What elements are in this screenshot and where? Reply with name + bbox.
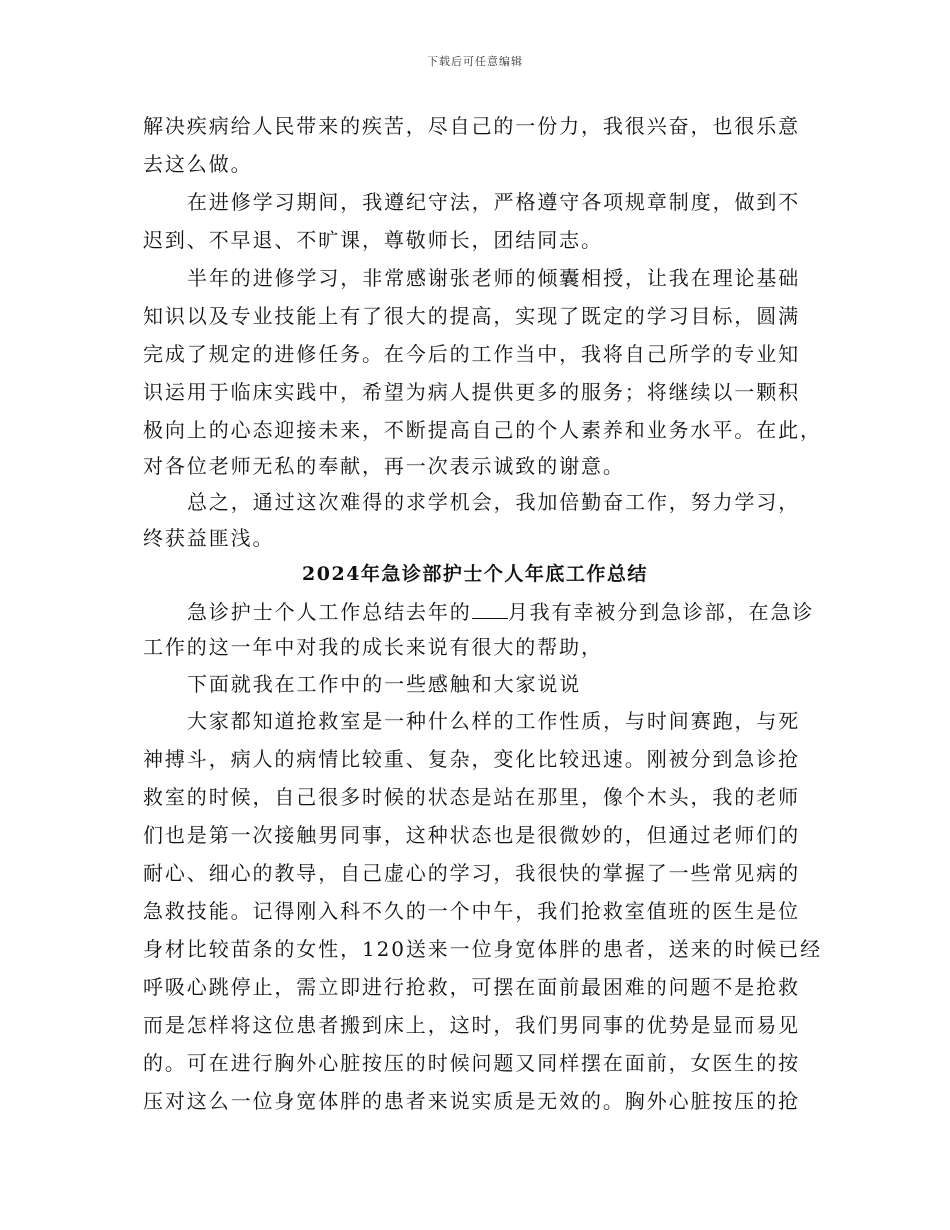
- paragraph-line: 知识以及专业技能上有了很大的提高，实现了既定的学习目标，圆满: [143, 304, 800, 328]
- body-line: 大家都知道抢救室是一种什么样的工作性质，与时间赛跑，与死: [187, 709, 801, 733]
- body-line: 而是怎样将这位患者搬到床上，这时，我们男同事的优势是显而易见: [143, 1013, 800, 1037]
- paragraph-line: 半年的进修学习，非常感谢张老师的倾囊相授，让我在理论基础: [187, 266, 801, 290]
- paragraph-line: 极向上的心态迎接未来，不断提高自己的个人素养和业务水平。在此，: [143, 418, 822, 442]
- page-header: 下载后可任意编辑: [427, 55, 523, 68]
- paragraph-line: 在进修学习期间，我遵纪守法，严格遵守各项规章制度，做到不: [187, 190, 801, 214]
- body-line: 压对这么一位身宽体胖的患者来说实质是无效的。胸外心脏按压的抢: [143, 1089, 800, 1113]
- paragraph-line: 对各位老师无私的奉献，再一次表示诚致的谢意。: [143, 454, 625, 478]
- paragraph-line: 去这么做。: [143, 152, 253, 176]
- paragraph-line: 解决疾病给人民带来的疾苦，尽自己的一份力，我很兴奋，也很乐意: [143, 114, 800, 138]
- paragraph-line: 总之，通过这次难得的求学机会，我加倍勤奋工作，努力学习，: [187, 490, 801, 514]
- body-line: 身材比较苗条的女性，120送来一位身宽体胖的患者，送来的时候已经: [143, 937, 822, 961]
- body-line: 呼吸心跳停止，需立即进行抢救，可摆在面前最困难的问题不是抢救: [143, 975, 800, 999]
- intro-text-part2: 月我有幸被分到急诊部，在急诊: [507, 600, 815, 624]
- section-intro-line: 工作的这一年中对我的成长来说有很大的帮助，: [143, 635, 603, 659]
- section-intro-line: [187, 598, 814, 626]
- section-title: 2024年急诊部护士个人年底工作总结: [302, 563, 648, 585]
- paragraph-line: 识运用于临床实践中，希望为病人提供更多的服务；将继续以一颗积: [143, 380, 800, 404]
- body-line: 们也是第一次接触男同事，这种状态也是很微妙的，但通过老师们的: [143, 823, 800, 847]
- fill-in-blank: [472, 600, 508, 619]
- body-line: 耐心、细心的教导，自己虚心的学习，我很快的掌握了一些常见病的: [143, 861, 800, 885]
- intro-text-part1: 急诊护士个人工作总结去年的: [187, 600, 472, 624]
- body-line: 神搏斗，病人的病情比较重、复杂，变化比较迅速。刚被分到急诊抢: [143, 747, 800, 771]
- body-line: 救室的时候，自己很多时候的状态是站在那里，像个木头，我的老师: [143, 785, 800, 809]
- body-line: 的。可在进行胸外心脏按压的时候问题又同样摆在面前，女医生的按: [143, 1051, 800, 1075]
- paragraph-line: 迟到、不早退、不旷课，尊敬师长，团结同志。: [143, 228, 603, 252]
- body-line: 急救技能。记得刚入科不久的一个中午，我们抢救室值班的医生是位: [143, 899, 800, 923]
- paragraph-line: 完成了规定的进修任务。在今后的工作当中，我将自己所学的专业知: [143, 342, 800, 366]
- paragraph-line: 终获益匪浅。: [143, 526, 275, 550]
- section-lead: 下面就我在工作中的一些感触和大家说说: [187, 672, 582, 696]
